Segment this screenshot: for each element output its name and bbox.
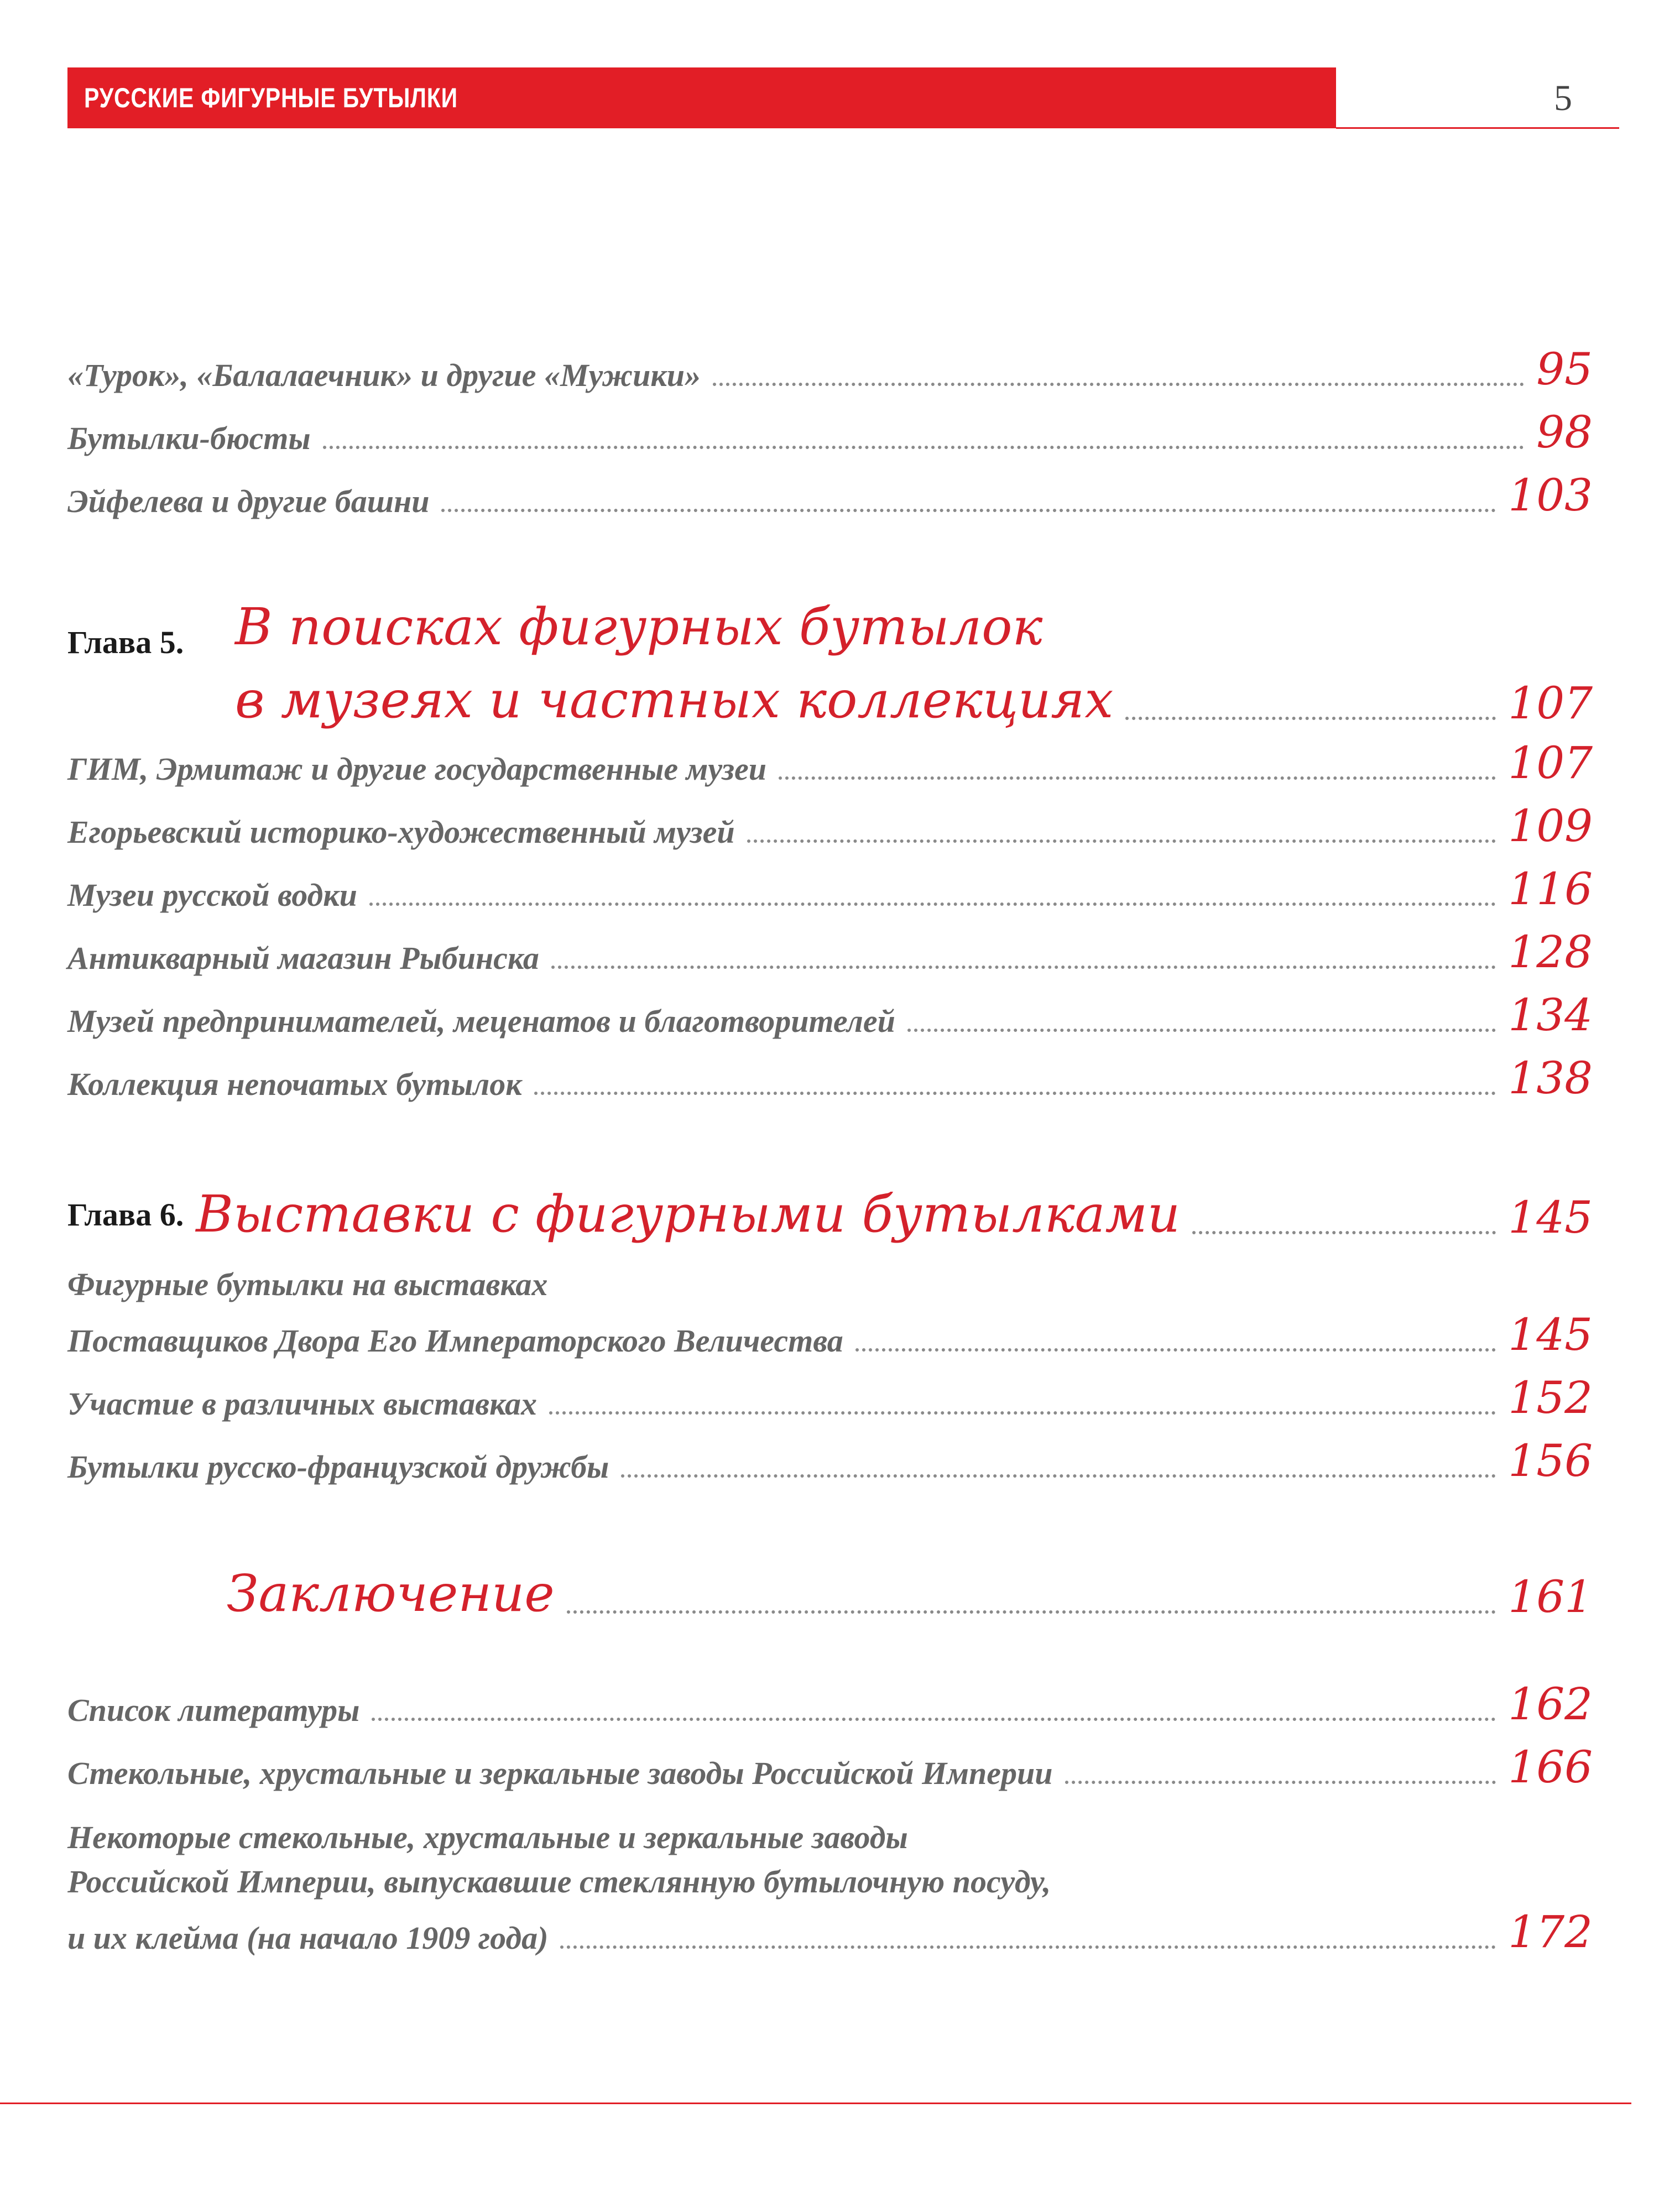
page-number: 5 <box>1554 78 1572 118</box>
toc-entry[interactable] <box>67 800 1593 852</box>
dot-leader <box>779 773 1496 780</box>
toc-entry-title-line3: и их клейма (на начало 1909 года) <box>67 1920 549 1956</box>
conclusion-title: Заключение <box>227 1564 555 1623</box>
toc-entry[interactable] <box>67 1678 1593 1730</box>
toc-entry[interactable] <box>67 1906 1593 1958</box>
dot-leader <box>441 505 1496 512</box>
dot-leader <box>621 1471 1496 1478</box>
chapter-5-label: Глава 5. <box>67 624 184 660</box>
dot-leader <box>560 1942 1496 1949</box>
dot-leader <box>551 962 1496 969</box>
toc-entry-page: 138 <box>1508 1052 1593 1104</box>
toc-entry-page: 152 <box>1508 1372 1593 1423</box>
toc-entry-page: 172 <box>1508 1906 1593 1958</box>
dot-leader <box>534 1088 1496 1095</box>
toc-entry[interactable] <box>67 989 1593 1041</box>
dot-leader <box>372 1714 1496 1721</box>
dot-leader <box>1125 713 1496 720</box>
chapter-5-entry[interactable] <box>235 670 1593 729</box>
toc-entry-title: Бутылки русско-французской дружбы <box>67 1449 609 1485</box>
dot-leader <box>855 1345 1496 1352</box>
dot-leader <box>369 899 1496 906</box>
toc-entry[interactable] <box>67 343 1593 395</box>
dot-leader <box>323 442 1525 449</box>
toc-entry-title: Коллекция непочатых бутылок <box>67 1066 522 1102</box>
toc-entry[interactable] <box>67 406 1593 458</box>
toc-entry-page: 98 <box>1536 406 1593 458</box>
toc-entry-title: Список литературы <box>67 1692 360 1728</box>
header-bar <box>67 67 1336 128</box>
toc-entry-title-line1: Некоторые стекольные, хрустальные и зеркальные заводы <box>67 1819 908 1855</box>
toc-entry-page: 166 <box>1508 1741 1593 1793</box>
toc-entry[interactable] <box>67 1741 1593 1793</box>
dot-leader <box>747 836 1496 843</box>
toc-entry[interactable] <box>67 1435 1593 1486</box>
toc-entry[interactable] <box>67 1052 1593 1104</box>
dot-leader <box>1192 1228 1496 1234</box>
chapter-6-title: Выставки с фигурными бутылками <box>196 1185 1181 1244</box>
conclusion-entry[interactable] <box>227 1564 1593 1623</box>
toc-entry[interactable] <box>67 737 1593 789</box>
toc-entry-title: Антикварный магазин Рыбинска <box>67 940 539 976</box>
toc-entry-page: 109 <box>1508 800 1593 852</box>
toc-entry[interactable] <box>67 469 1593 521</box>
toc-entry-page: 128 <box>1508 926 1593 978</box>
dot-leader <box>549 1408 1496 1415</box>
toc-entry-title: ГИМ, Эрмитаж и другие государственные музеи <box>67 751 766 787</box>
toc-entry[interactable] <box>67 926 1593 978</box>
toc-entry-title-line1: Фигурные бутылки на выставках <box>67 1266 548 1302</box>
toc-entry-page: 95 <box>1536 343 1593 395</box>
toc-entry-title: Музеи русской водки <box>67 877 357 913</box>
toc-entry-title-line2: Поставщиков Двора Его Императорского Величества <box>67 1323 843 1359</box>
toc-entry-title-line2: Российской Империи, выпускавшие стеклянную бутылочную посуду, <box>67 1864 1051 1900</box>
dot-leader <box>713 379 1524 386</box>
toc-entry-page: 156 <box>1508 1435 1593 1486</box>
toc-entry-title: Бутылки-бюсты <box>67 420 311 456</box>
toc-entry-title: Участие в различных выставках <box>67 1386 538 1422</box>
toc-entry-page: 116 <box>1508 863 1593 915</box>
running-header-title: РУССКИЕ ФИГУРНЫЕ БУТЫЛКИ <box>84 82 458 113</box>
toc-entry[interactable] <box>67 1309 1593 1360</box>
header-rule <box>1336 127 1619 129</box>
chapter-5-page: 107 <box>1508 677 1593 729</box>
dot-leader <box>907 1025 1496 1032</box>
chapter-6-entry[interactable] <box>67 1185 1593 1244</box>
toc-entry-page: 107 <box>1508 737 1593 789</box>
chapter-6-label: Глава 6. <box>67 1196 184 1233</box>
toc-entry-page: 103 <box>1508 469 1593 521</box>
toc-entry-page: 162 <box>1508 1678 1593 1730</box>
chapter-5-title-line2: в музеях и частных коллекциях <box>235 670 1114 729</box>
chapter-5-title-line1: В поисках фигурных бутылок <box>235 597 1043 656</box>
dot-leader <box>1065 1777 1496 1784</box>
footer-rule <box>0 2103 1631 2104</box>
toc-entry-page: 145 <box>1508 1309 1593 1360</box>
toc-entry-title: «Турок», «Балалаечник» и другие «Мужики» <box>67 357 701 393</box>
toc-entry-title: Музей предпринимателей, меценатов и благотворителей <box>67 1003 895 1039</box>
chapter-6-page: 145 <box>1508 1192 1593 1243</box>
toc-entry-page: 134 <box>1508 989 1593 1041</box>
toc-entry[interactable] <box>67 1372 1593 1423</box>
toc-entry-title: Егорьевский историко-художественный музей <box>67 814 735 850</box>
toc-entry-title: Эйфелева и другие башни <box>67 483 430 519</box>
conclusion-page: 161 <box>1508 1571 1593 1623</box>
toc-entry-title: Стекольные, хрустальные и зеркальные заводы Российской Империи <box>67 1755 1053 1791</box>
toc-entry[interactable] <box>67 863 1593 915</box>
dot-leader <box>567 1607 1496 1614</box>
